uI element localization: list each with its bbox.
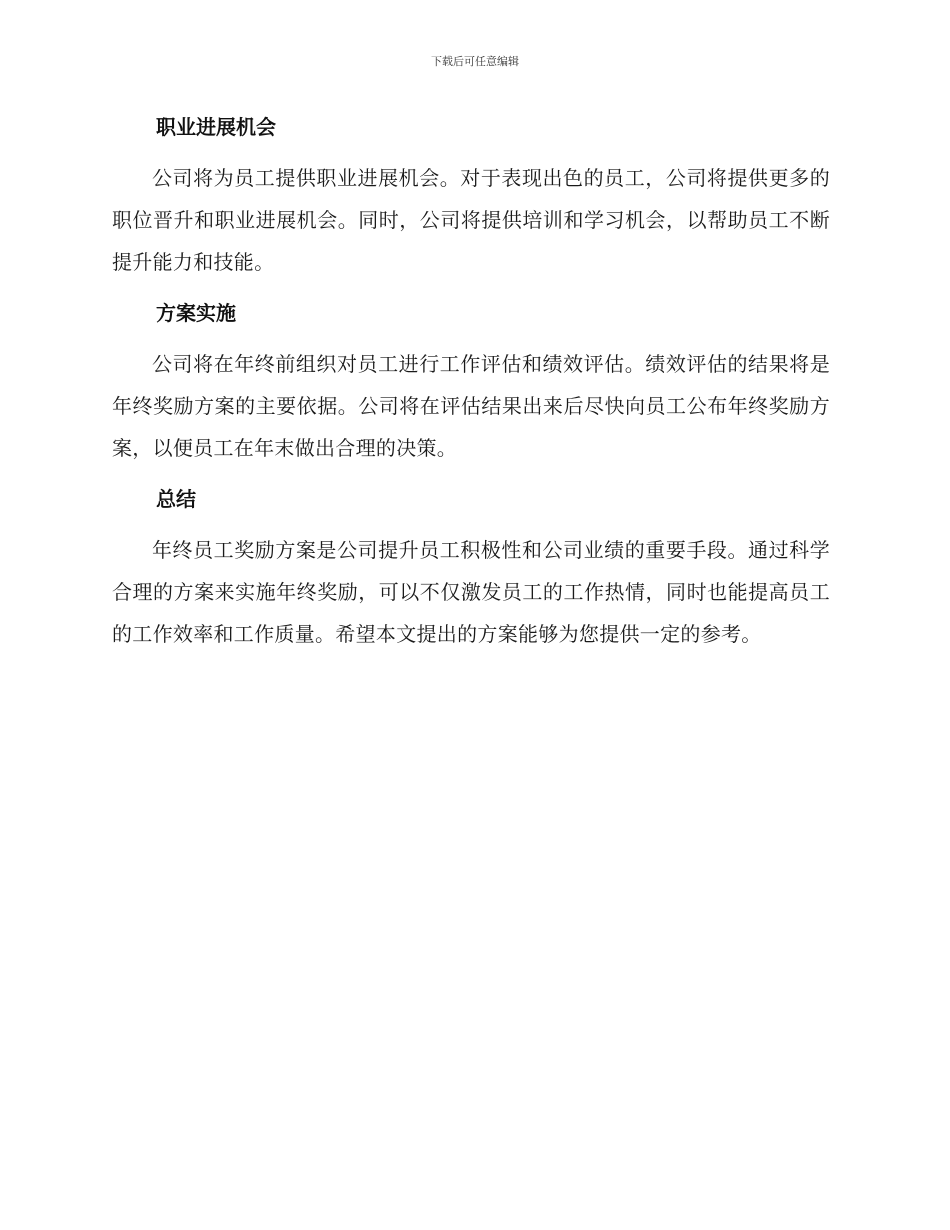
section-heading: 方案实施 (156, 301, 236, 325)
section-heading: 职业进展机会 (156, 115, 276, 139)
header-note: 下载后可任意编辑 (431, 55, 519, 68)
section-paragraph: 公司将为员工提供职业进展机会。对于表现出色的员工，公司将提供更多的职位晋升和职业进展机会。同时，公司将提供培训和学习机会，以帮助员工不断提升能力和技能。 (112, 166, 830, 274)
section-paragraph: 年终员工奖励方案是公司提升员工积极性和公司业绩的重要手段。通过科学合理的方案来实施年终奖励，可以不仅激发员工的工作热情，同时也能提高员工的工作效率和工作质量。希望本文提出的方案能够为您提供一定的参考。 (112, 538, 830, 646)
document-content (112, 110, 830, 668)
section-summary (112, 482, 830, 655)
section-heading: 总结 (156, 487, 196, 511)
section-career-progression (112, 110, 830, 283)
section-paragraph: 公司将在年终前组织对员工进行工作评估和绩效评估。绩效评估的结果将是年终奖励方案的主要依据。公司将在评估结果出来后尽快向员工公布年终奖励方案，以便员工在年末做出合理的决策。 (112, 352, 830, 460)
section-implementation (112, 296, 830, 469)
